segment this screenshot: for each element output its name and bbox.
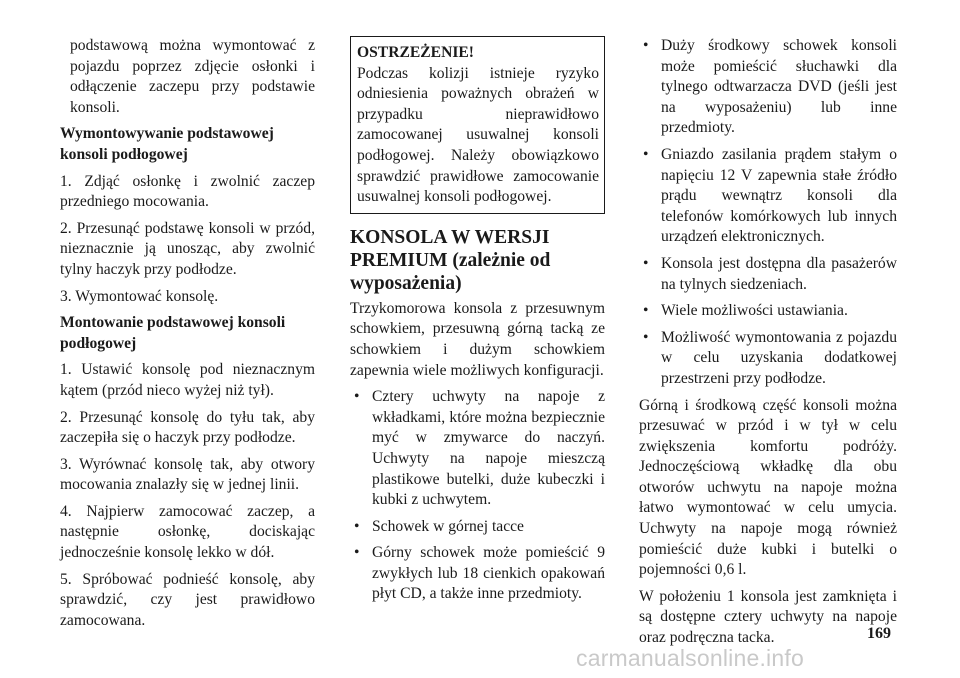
bullet-icon: •: [643, 302, 649, 320]
list-item: [639, 36, 897, 139]
position-paragraph: W położeniu 1 konsola jest zamknięta i są dostępne cztery uchwyty na napoje oraz podręczna tacka.: [639, 587, 897, 647]
install-step-4: 4. Najpierw zamocować zaczep, a następnie osłonkę, dociskając jednocześnie konsolę lekko w dół.: [60, 502, 315, 562]
bullet-icon: •: [354, 517, 360, 535]
removal-step-1: 1. Zdjąć osłonkę i zwolnić zaczep przedniego mocowania.: [60, 172, 315, 211]
bullet-icon: •: [354, 544, 360, 562]
list-item-text: Konsola jest dostępna dla pasażerów na tylnych siedzeniach.: [661, 254, 897, 293]
feature-list-continued: [639, 36, 897, 390]
list-item-text: Możliwość wymontowania z pojazdu w celu uzyskania dodatkowej przestrzeni przy podłodze.: [661, 328, 897, 387]
bullet-icon: •: [643, 328, 649, 346]
page-number: 169: [867, 625, 891, 642]
install-heading: Montowanie podstawowej konsoli podłogowej: [60, 314, 286, 352]
right-column: [639, 36, 897, 655]
list-item-text: Schowek w górnej tacce: [372, 517, 524, 535]
bullet-icon: •: [643, 145, 649, 163]
list-item: [350, 543, 605, 605]
list-item-text: Duży środkowy schowek konsoli może pomieścić słuchawki dla tylnego odtwarzacza DVD (jeśli jest na wyposażeniu) lub inne przedmioty.: [661, 37, 897, 137]
list-item: [639, 254, 897, 295]
list-item-text: Wiele możliwości ustawiania.: [661, 302, 848, 320]
removal-step-2: 2. Przesunąć podstawę konsoli w przód, nieznacznie ją unosząc, aby zwolnić tylny haczyk przy podłodze.: [60, 219, 315, 278]
install-step-5: 5. Spróbować podnieść konsolę, aby sprawdzić, czy jest prawidłowo zamocowana.: [60, 570, 315, 629]
section-intro: Trzykomorowa konsola z przesuwnym schowkiem, przesuwną górną tacką ze schowkiem i dużym schowkiem zapewnia wiele możliwych konfiguracji.: [350, 299, 605, 379]
bullet-icon: •: [643, 254, 649, 272]
watermark: carmanualsonline.info: [576, 645, 804, 671]
bullet-icon: •: [354, 388, 360, 406]
middle-column: [350, 36, 605, 611]
list-item-text: Cztery uchwyty na napoje z wkładkami, które można bezpiecznie myć w zmywarce do naczyń. Uchwyty na napoje mieszczą plastikowe butelki, duże kubeczki i kubki z uchwytem.: [372, 388, 605, 509]
feature-list: [350, 387, 605, 605]
warning-title: OSTRZEŻENIE!: [357, 44, 474, 61]
continued-paragraph: podstawową można wymontować z pojazdu poprzez zdjęcie osłonki i odłączenie zaczepu przy podstawie konsoli.: [70, 37, 315, 116]
warning-text: Podczas kolizji istnieje ryzyko odniesienia poważnych obrażeń w przypadku nieprawidłowo zamocowanej usuwalnej konsoli podłogowej. Należy obowiązkowo sprawdzić prawidłowe zamocowanie usuwalnej konsoli podłogowej.: [357, 64, 599, 206]
bullet-icon: •: [643, 37, 649, 54]
list-item: [350, 517, 605, 538]
config-paragraph: Górną i środkową część konsoli można przesuwać w przód i w tył w celu zwiększenia komfortu podróży. Jednoczęściową wkładkę dla obu otworów uchwytu na napoje można łatwo wymontować w celu umycia. Uchwyty na napoje mogą również pomieścić duże kubki i butelki o pojemności 0,6 l.: [639, 396, 897, 579]
install-step-2: 2. Przesunąć konsolę do tyłu tak, aby zaczepiła się o haczyk przy podłodze.: [60, 408, 315, 447]
install-step-3: 3. Wyrównać konsolę tak, aby otwory mocowania znalazły się w jednej linii.: [60, 455, 315, 494]
removal-heading: Wymontowywanie podstawowej konsoli podłogowej: [60, 125, 274, 163]
warning-box: [350, 36, 605, 214]
removal-step-3: 3. Wymontować konsolę.: [60, 287, 219, 305]
list-item: [639, 145, 897, 248]
left-column: [60, 36, 315, 637]
list-item: [639, 301, 897, 322]
list-item-text: Gniazdo zasilania prądem stałym o napięciu 12 V zapewnia stałe źródło prądu wewnątrz konsoli dla telefonów komórkowych lub innych urządzeń elektronicznych.: [661, 145, 897, 246]
section-title: KONSOLA W WERSJI PREMIUM (zależnie od wyposażenia): [350, 226, 551, 294]
list-item: [639, 328, 897, 390]
list-item-text: Górny schowek może pomieścić 9 zwykłych lub 18 cienkich opakowań płyt CD, a także inne przedmioty.: [372, 544, 605, 603]
install-step-1: 1. Ustawić konsolę pod nieznacznym kątem (przód nieco wyżej niż tył).: [60, 361, 315, 399]
list-item: [350, 387, 605, 511]
